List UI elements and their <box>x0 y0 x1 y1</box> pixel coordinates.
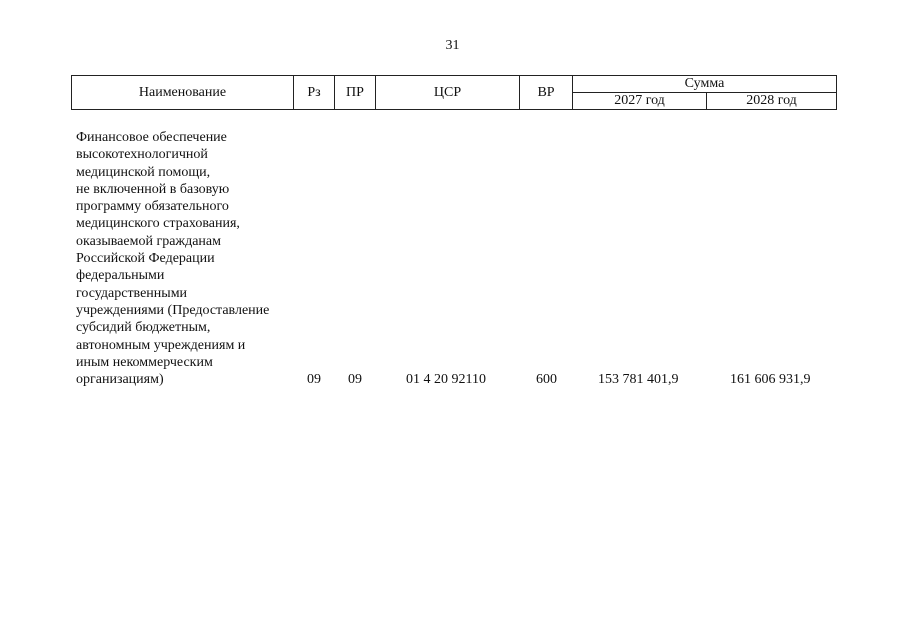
header-year-2027: 2027 год <box>573 93 707 110</box>
row-vr: 600 <box>536 372 557 387</box>
row-name-line: высокотехнологичной <box>76 147 208 163</box>
header-year-2028: 2028 год <box>707 93 837 110</box>
row-name-line: медицинского страхования, <box>76 216 240 232</box>
row-sum-2027: 153 781 401,9 <box>598 372 679 387</box>
row-name-line: не включенной в базовую <box>76 181 230 197</box>
table-row <box>76 129 836 399</box>
header-sum: Сумма <box>573 76 837 93</box>
row-rz: 09 <box>307 372 321 387</box>
table-header <box>71 75 837 110</box>
row-name <box>76 129 296 388</box>
header-pr: ПР <box>335 76 376 110</box>
row-name-line: иным некоммерческим <box>76 354 213 370</box>
header-rz: Рз <box>294 76 335 110</box>
row-name-line: субсидий бюджетным, <box>76 320 211 336</box>
row-pr: 09 <box>348 372 362 387</box>
row-csr: 01 4 20 92110 <box>406 372 486 387</box>
row-name-line: государственными <box>76 285 188 301</box>
header-vr: ВР <box>520 76 573 110</box>
row-name-line: организациям) <box>76 372 164 388</box>
header-csr: ЦСР <box>376 76 520 110</box>
row-sum-2028: 161 606 931,9 <box>730 372 811 387</box>
row-name-line: федеральными <box>76 268 165 284</box>
row-name-line: учреждениями (Предоставление <box>76 302 270 318</box>
row-name-line: медицинской помощи, <box>76 164 211 180</box>
header-name: Наименование <box>72 76 294 110</box>
row-name-line: оказываемой гражданам <box>76 233 221 249</box>
row-name-line: Финансовое обеспечение <box>76 130 227 145</box>
row-name-line: Российской Федерации <box>76 251 215 267</box>
page-number: 31 <box>445 38 460 53</box>
row-name-line: программу обязательного <box>76 199 229 215</box>
row-name-line: автономным учреждениям и <box>76 337 246 353</box>
